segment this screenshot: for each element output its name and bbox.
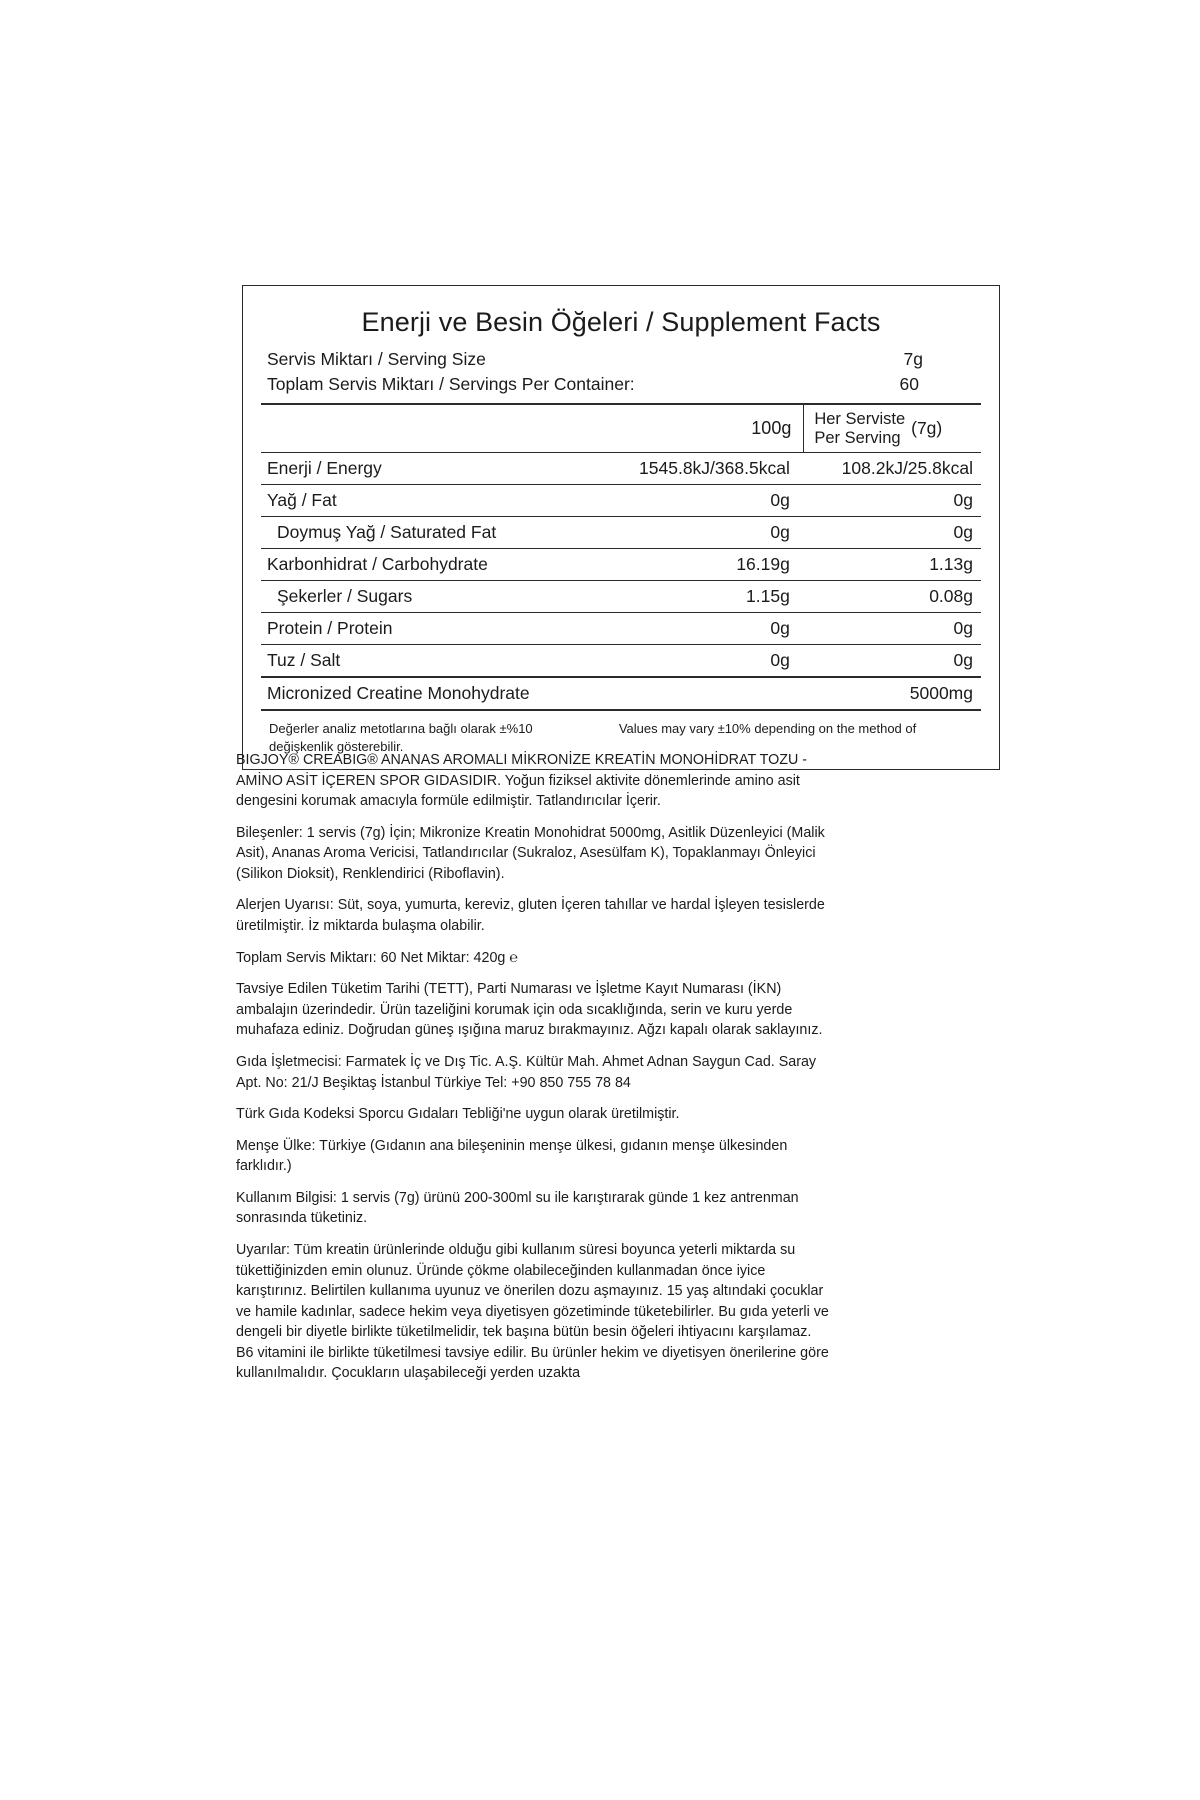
variance-notes [261,711,981,755]
variance-note-tr: Değerler analiz metotlarına bağlı olarak ±%10 değişkenlik gösterebilir. [269,721,533,754]
servings-per-container-value: 60 [899,374,919,395]
variance-note-en: Values may vary ±10% depending on the method of [618,721,917,737]
row-per-100g: 1545.8kJ/368.5kcal [596,453,804,485]
supplement-facts-title: Enerji ve Besin Öğeleri / Supplement Facts [361,307,881,337]
row-per-serving: 0g [804,517,981,549]
row-label: Protein / Protein [261,613,596,645]
row-per-100g: 1.15g [596,581,804,613]
serving-size-row [267,347,975,372]
table-row [261,453,981,485]
active-ingredient-per-serving: 5000mg [804,677,981,710]
row-label: Tuz / Salt [261,645,596,678]
row-label: Karbonhidrat / Carbohydrate [261,549,596,581]
nutrition-table [261,403,981,711]
row-per-serving: 0.08g [804,581,981,613]
row-per-serving: 1.13g [804,549,981,581]
serving-info [261,347,981,398]
row-label: Enerji / Energy [261,453,596,485]
paragraph-compliance: Türk Gıda Kodeksi Sporcu Gıdaları Tebliği'ne uygun olarak üretilmiştir. [236,1106,680,1123]
row-per-serving: 108.2kJ/25.8kcal [804,453,981,485]
header-per-serving-text [814,410,905,447]
serving-size-label: Servis Miktarı / Serving Size [267,348,486,369]
active-ingredient-row [261,677,981,710]
paragraph-storage: Tavsiye Edilen Tüketim Tarihi (TETT), Parti Numarası ve İşletme Kayıt Numarası (İKN) ambalajın üzerindedir. Ürün tazeliğini korumak için oda sıcaklığında, serin ve kuru yerde muhafaza ediniz. Doğrudan güneş ışığına maruz bırakmayınız. Ağzı kapalı olarak saklayınız. [236,981,823,1039]
header-per-serving-amount: (7g) [911,418,943,439]
paragraph-warnings: Uyarılar: Tüm kreatin ürünlerinde olduğu gibi kullanım süresi boyunca yeterli miktarda su tükettiğinizden emin olunuz. Üründe çökme olabileceğinden kullanmadan önce iyice karıştırınız. Belirtilen kullanıma uyunuz ve önerilen dozu aşmayınız. 15 yaş altındaki çocuklar ve hamile kadınlar, sadece hekim veya diyetisyen gözetiminde tüketebilirler. Bu gıda yeterli ve dengeli bir diyetle birlikte tüketilmelidir, tek başına bütün besin öğeleri ihtiyacını karşılamaz. B6 vitamini ile birlikte tüketilmesi tavsiye edilir. Bu ürünler hekim ve diyetisyen önerilerine göre kullanılmalıdır. Çocukların ulaşabileceği yerden uzakta [236,1241,829,1382]
row-per-100g: 0g [596,485,804,517]
paragraph-origin: Menşe Ülke: Türkiye (Gıdanın ana bileşeninin menşe ülkesi, gıdanın menşe ülkesinden farklıdır.) [236,1137,788,1175]
table-row [261,581,981,613]
serving-size-value: 7g [903,348,923,369]
supplement-facts-panel [242,285,1000,770]
row-label: Doymuş Yağ / Saturated Fat [261,517,596,549]
nutrition-table-body [261,404,981,710]
header-per-serving-tr: Her Serviste [814,410,906,429]
table-row [261,645,981,678]
table-row [261,485,981,517]
row-per-100g: 0g [596,645,804,678]
nutrition-table-header-row [261,404,981,452]
row-per-100g: 0g [596,613,804,645]
row-label: Yağ / Fat [261,485,596,517]
paragraph-ingredients: Bileşenler: 1 servis (7g) İçin; Mikronize Kreatin Monohidrat 5000mg, Asitlik Düzenleyici (Malik Asit), Ananas Aroma Vericisi, Tatlandırıcılar (Sukraloz, Asesülfam K), Topaklanmayı Önleyici (Silikon Dioksit), Renklendirici (Riboflavin). [236,824,825,882]
paragraph-manufacturer: Gıda İşletmecisi: Farmatek İç ve Dış Tic. A.Ş. Kültür Mah. Ahmet Adnan Saygun Cad. Saray Apt. No: 21/J Beşiktaş İstanbul Türkiye Tel: +90 850 755 78 84 [236,1053,817,1091]
paragraph-product-intro: BIGJOY® CREABIG® ANANAS AROMALI MİKRONİZE KREATİN MONOHİDRAT TOZU - AMİNO ASİT İÇEREN SPOR GIDASIDIR. Yoğun fiziksel aktivite dönemlerinde amino asit dengesini korumak amacıyla formüle edilmiştir. Tatlandırıcılar İçerir. [236,752,808,810]
header-per-serving-en: Per Serving [814,428,901,447]
header-per-100g: 100g [596,404,804,452]
row-per-serving: 0g [804,645,981,678]
servings-per-container-label: Toplam Servis Miktarı / Servings Per Container: [267,374,635,395]
servings-per-container-row [267,372,975,397]
product-description [236,750,832,1395]
row-label: Şekerler / Sugars [261,581,596,613]
paragraph-net-quantity: Toplam Servis Miktarı: 60 Net Miktar: 420g ℮ [236,949,518,966]
table-row [261,613,981,645]
paragraph-usage: Kullanım Bilgisi: 1 servis (7g) ürünü 200-300ml su ile karıştırarak günde 1 kez antrenman sonrasında tüketiniz. [236,1189,799,1227]
header-per-serving [804,404,981,452]
table-row [261,549,981,581]
active-ingredient-per-100g [596,677,804,710]
header-spacer [261,404,596,452]
row-per-serving: 0g [804,613,981,645]
row-per-100g: 16.19g [596,549,804,581]
row-per-serving: 0g [804,485,981,517]
table-row [261,517,981,549]
active-ingredient-label: Micronized Creatine Monohydrate [261,677,596,710]
row-per-100g: 0g [596,517,804,549]
paragraph-allergen-warning: Alerjen Uyarısı: Süt, soya, yumurta, kereviz, gluten İçeren tahıllar ve hardal İşleyen tesislerde üretilmiştir. İz miktarda bulaşma olabilir. [236,897,825,935]
